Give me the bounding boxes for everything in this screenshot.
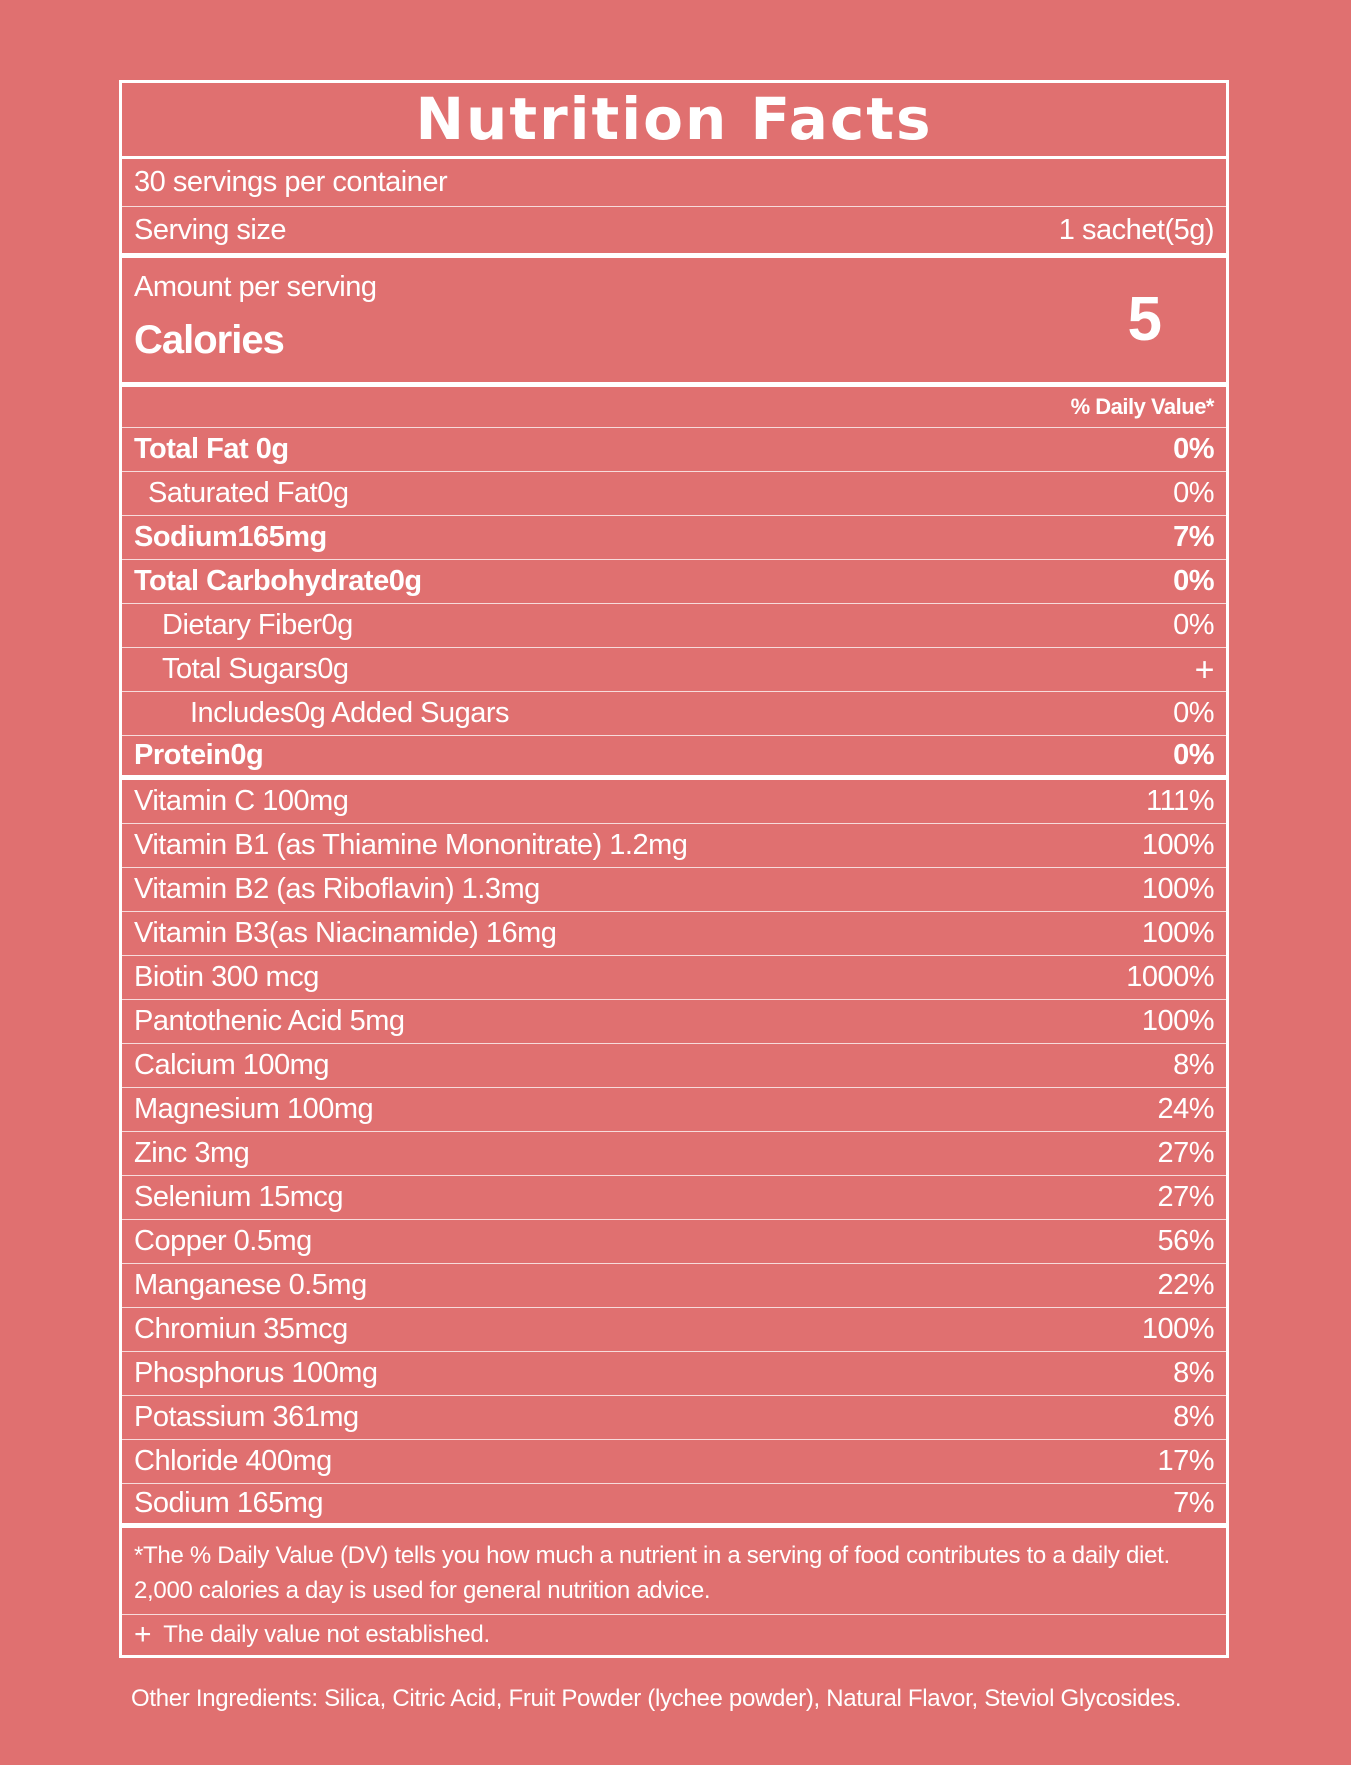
not-established-text: The daily value not established. bbox=[163, 1621, 490, 1648]
nutrient-label: Includes0g Added Sugars bbox=[190, 697, 510, 729]
vitamin-daily-value: 22% bbox=[1157, 1269, 1214, 1301]
vitamin-row bbox=[122, 780, 1226, 824]
vitamin-label: Chloride 400mg bbox=[134, 1445, 332, 1477]
vitamin-daily-value: 111% bbox=[1146, 785, 1214, 817]
nutrient-label: Sodium165mg bbox=[134, 521, 327, 553]
vitamin-label: Potassium 361mg bbox=[134, 1401, 359, 1433]
vitamin-daily-value: 1000% bbox=[1126, 961, 1214, 993]
amount-per-serving: Amount per serving bbox=[134, 271, 377, 303]
nutrient-row bbox=[122, 736, 1226, 780]
vitamin-row bbox=[122, 1088, 1226, 1132]
nutrient-daily-value: 0% bbox=[1173, 697, 1214, 729]
vitamin-row bbox=[122, 1308, 1226, 1352]
servings-per-container-row bbox=[122, 159, 1226, 207]
vitamin-label: Manganese 0.5mg bbox=[134, 1269, 367, 1301]
nutrient-list bbox=[122, 428, 1226, 780]
vitamin-list bbox=[122, 780, 1226, 1528]
vitamin-daily-value: 24% bbox=[1157, 1093, 1214, 1125]
nutrient-label: Saturated Fat0g bbox=[148, 477, 349, 509]
vitamin-label: Pantothenic Acid 5mg bbox=[134, 1005, 405, 1037]
vitamin-row bbox=[122, 1000, 1226, 1044]
calories-value: 5 bbox=[1127, 285, 1162, 354]
plus-icon: + bbox=[1194, 650, 1214, 689]
vitamin-label: Vitamin B2 (as Riboflavin) 1.3mg bbox=[134, 873, 540, 905]
vitamin-daily-value: 17% bbox=[1157, 1445, 1214, 1477]
nutrient-row bbox=[122, 604, 1226, 648]
vitamin-row bbox=[122, 1220, 1226, 1264]
vitamin-row bbox=[122, 1264, 1226, 1308]
nutrition-label bbox=[119, 80, 1229, 1658]
calories-label: Calories bbox=[134, 318, 284, 362]
nutrient-daily-value: 0% bbox=[1173, 609, 1214, 641]
vitamin-label: Vitamin B1 (as Thiamine Mononitrate) 1.2mg bbox=[134, 829, 688, 861]
vitamin-row bbox=[122, 1396, 1226, 1440]
nutrient-label: Total Carbohydrate0g bbox=[134, 565, 422, 597]
nutrient-row bbox=[122, 648, 1226, 692]
vitamin-daily-value: 8% bbox=[1173, 1049, 1214, 1081]
nutrient-daily-value: 0% bbox=[1173, 565, 1214, 597]
nutrient-row bbox=[122, 692, 1226, 736]
vitamin-label: Chromiun 35mcg bbox=[134, 1313, 348, 1345]
nutrient-daily-value: 0% bbox=[1173, 739, 1214, 771]
vitamin-label: Biotin 300 mcg bbox=[134, 961, 319, 993]
vitamin-row bbox=[122, 868, 1226, 912]
daily-value-header-label: % Daily Value* bbox=[1070, 394, 1214, 419]
nutrient-row bbox=[122, 428, 1226, 472]
plus-icon: + bbox=[134, 1618, 152, 1651]
nutrient-label: Total Sugars0g bbox=[162, 653, 349, 685]
serving-size-label: Serving size bbox=[134, 213, 286, 246]
vitamin-row bbox=[122, 1440, 1226, 1484]
nutrient-daily-value: 0% bbox=[1173, 477, 1214, 509]
calories-block bbox=[122, 258, 1226, 387]
serving-size-row bbox=[122, 207, 1226, 258]
vitamin-label: Vitamin C 100mg bbox=[134, 785, 349, 817]
label-title: Nutrition Facts bbox=[122, 83, 1226, 159]
not-established-footnote bbox=[122, 1615, 1226, 1655]
vitamin-row bbox=[122, 956, 1226, 1000]
vitamin-daily-value: 100% bbox=[1141, 917, 1214, 949]
vitamin-daily-value: 8% bbox=[1173, 1401, 1214, 1433]
vitamin-daily-value: 8% bbox=[1173, 1357, 1214, 1389]
vitamin-row bbox=[122, 824, 1226, 868]
daily-value-footnote: *The % Daily Value (DV) tells you how much a nutrient in a serving of food contributes to a daily diet. 2,000 calories a day is used for general nutrition advice. bbox=[122, 1528, 1226, 1615]
daily-value-header bbox=[122, 387, 1226, 428]
vitamin-row bbox=[122, 1132, 1226, 1176]
vitamin-row bbox=[122, 1352, 1226, 1396]
vitamin-daily-value: 100% bbox=[1141, 1313, 1214, 1345]
vitamin-label: Copper 0.5mg bbox=[134, 1225, 312, 1257]
vitamin-label: Phosphorus 100mg bbox=[134, 1357, 378, 1389]
vitamin-daily-value: 7% bbox=[1173, 1487, 1214, 1519]
vitamin-daily-value: 100% bbox=[1141, 873, 1214, 905]
vitamin-daily-value: 56% bbox=[1157, 1225, 1214, 1257]
vitamin-daily-value: 100% bbox=[1141, 829, 1214, 861]
vitamin-label: Magnesium 100mg bbox=[134, 1093, 374, 1125]
vitamin-label: Zinc 3mg bbox=[134, 1137, 250, 1169]
vitamin-row bbox=[122, 1044, 1226, 1088]
nutrient-label: Protein0g bbox=[134, 739, 264, 771]
vitamin-label: Vitamin B3(as Niacinamide) 16mg bbox=[134, 917, 557, 949]
nutrient-row bbox=[122, 560, 1226, 604]
vitamin-daily-value: 27% bbox=[1157, 1181, 1214, 1213]
vitamin-label: Sodium 165mg bbox=[134, 1487, 324, 1519]
vitamin-label: Selenium 15mcg bbox=[134, 1181, 343, 1213]
nutrient-row bbox=[122, 472, 1226, 516]
vitamin-daily-value: 27% bbox=[1157, 1137, 1214, 1169]
other-ingredients: Other Ingredients: Silica, Citric Acid, Fruit Powder (lychee powder), Natural Flavor, Steviol Glycosides. bbox=[131, 1685, 1182, 1712]
nutrient-daily-value: 7% bbox=[1173, 521, 1214, 553]
vitamin-label: Calcium 100mg bbox=[134, 1049, 329, 1081]
nutrient-row bbox=[122, 516, 1226, 560]
vitamin-daily-value: 100% bbox=[1141, 1005, 1214, 1037]
serving-size-value: 1 sachet(5g) bbox=[1058, 213, 1214, 246]
servings-per-container: 30 servings per container bbox=[134, 166, 448, 198]
nutrient-label: Dietary Fiber0g bbox=[162, 609, 353, 641]
vitamin-row bbox=[122, 1176, 1226, 1220]
vitamin-row bbox=[122, 912, 1226, 956]
nutrient-daily-value: 0% bbox=[1173, 433, 1214, 465]
nutrient-label: Total Fat 0g bbox=[134, 433, 289, 465]
vitamin-row bbox=[122, 1484, 1226, 1528]
